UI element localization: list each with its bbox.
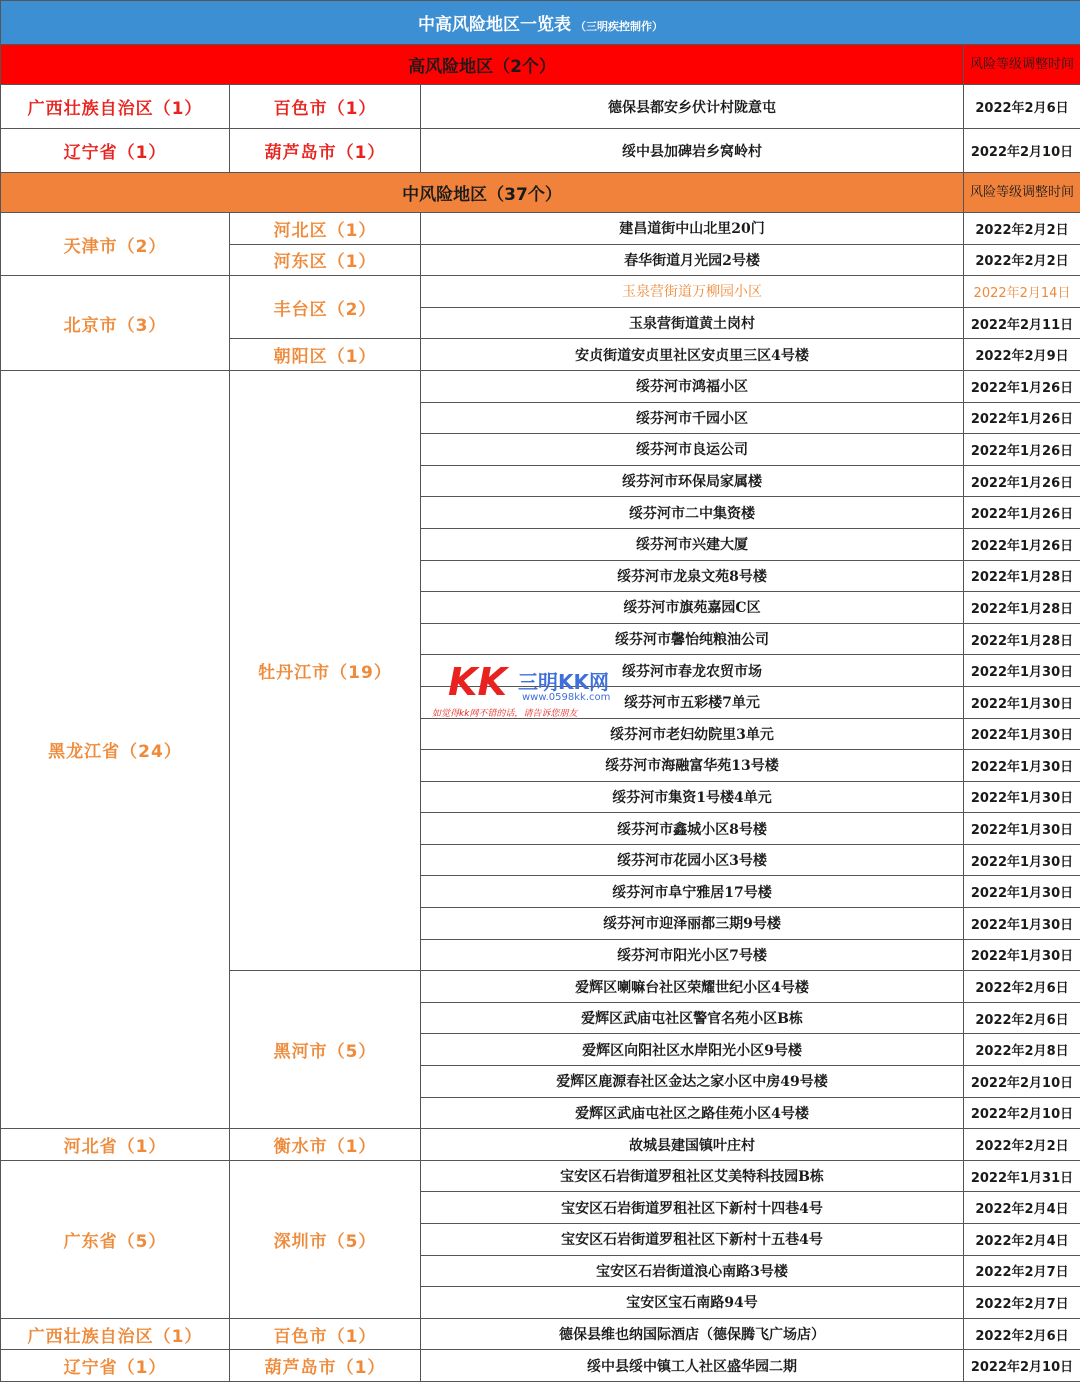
date-cell: 2022年2月10日 xyxy=(964,1097,1080,1129)
date-cell: 2022年2月6日 xyxy=(964,1002,1080,1034)
table-row xyxy=(1,1129,1080,1161)
address-cell: 绥芬河市迎泽丽都三期9号楼 xyxy=(421,908,964,940)
address-cell: 德保县维也纳国际酒店（德保腾飞广场店） xyxy=(421,1318,964,1350)
high-risk-header: 高风险地区（2个） xyxy=(1,45,964,85)
table-row xyxy=(1,213,1080,245)
watermark-tagline: 如觉得kk网不错的话，请告诉您朋友 xyxy=(432,709,578,719)
date-cell: 2022年2月7日 xyxy=(964,1255,1080,1287)
mid-adjust-time-label: 风险等级调整时间 xyxy=(964,173,1080,213)
city-cell: 深圳市（5） xyxy=(230,1160,421,1318)
table-row xyxy=(1,370,1080,402)
high-adjust-time-label: 风险等级调整时间 xyxy=(964,45,1080,85)
date-cell: 2022年1月28日 xyxy=(964,592,1080,624)
address-cell: 宝安区石岩街道浪心南路3号楼 xyxy=(421,1255,964,1287)
date-cell: 2022年1月30日 xyxy=(964,908,1080,940)
province-cell: 广西壮族自治区（1） xyxy=(1,85,230,129)
address-cell: 安贞街道安贞里社区安贞里三区4号楼 xyxy=(421,339,964,371)
address-cell: 宝安区石岩街道罗租社区下新村十四巷4号 xyxy=(421,1192,964,1224)
address-cell: 绥芬河市老妇幼院里3单元 xyxy=(421,718,964,750)
address-cell: 绥芬河市海融富华苑13号楼 xyxy=(421,750,964,782)
address-cell: 绥芬河市龙泉文苑8号楼 xyxy=(421,560,964,592)
date-cell: 2022年1月30日 xyxy=(964,939,1080,971)
address-cell: 绥芬河市二中集资楼 xyxy=(421,497,964,529)
city-cell: 牡丹江市（19） xyxy=(230,370,421,970)
address-cell: 绥芬河市鸿福小区 xyxy=(421,370,964,402)
address-cell: 宝安区石岩街道罗租社区艾美特科技园B栋 xyxy=(421,1160,964,1192)
date-cell: 2022年1月30日 xyxy=(964,686,1080,718)
title-main: 中高风险地区一览表 xyxy=(418,15,571,35)
date-cell: 2022年2月2日 xyxy=(964,213,1080,245)
title-row xyxy=(1,1,1080,45)
date-cell: 2022年2月10日 xyxy=(964,1066,1080,1098)
city-cell: 百色市（1） xyxy=(230,85,421,129)
address-cell: 绥芬河市阜宁雅居17号楼 xyxy=(421,876,964,908)
date-cell: 2022年2月14日 xyxy=(964,276,1080,308)
city-cell: 衡水市（1） xyxy=(230,1129,421,1161)
date-cell: 2022年1月30日 xyxy=(964,655,1080,687)
title-note: （三明疾控制作） xyxy=(575,20,663,33)
date-cell: 2022年2月4日 xyxy=(964,1192,1080,1224)
table-row xyxy=(1,276,1080,308)
address-cell: 绥中县绥中镇工人社区盛华园二期 xyxy=(421,1350,964,1382)
address-cell: 玉泉营街道黄土岗村 xyxy=(421,307,964,339)
watermark-brand: 三明KK网 xyxy=(518,670,609,694)
date-cell: 2022年1月30日 xyxy=(964,876,1080,908)
address-cell: 德保县都安乡伏计村陇意屯 xyxy=(421,85,964,129)
date-cell: 2022年2月11日 xyxy=(964,307,1080,339)
address-cell: 宝安区石岩街道罗租社区下新村十五巷4号 xyxy=(421,1224,964,1256)
date-cell: 2022年1月28日 xyxy=(964,623,1080,655)
address-cell: 建昌道街中山北里20门 xyxy=(421,213,964,245)
province-cell: 辽宁省（1） xyxy=(1,1350,230,1382)
table-row xyxy=(1,1318,1080,1350)
date-cell: 2022年2月9日 xyxy=(964,339,1080,371)
table-row xyxy=(1,1350,1080,1382)
province-cell: 河北省（1） xyxy=(1,1129,230,1161)
address-cell: 爱辉区向阳社区水岸阳光小区9号楼 xyxy=(421,1034,964,1066)
date-cell: 2022年2月6日 xyxy=(964,85,1080,129)
address-cell: 春华街道月光园2号楼 xyxy=(421,244,964,276)
address-cell: 爱辉区武庙屯社区之路佳苑小区4号楼 xyxy=(421,1097,964,1129)
high-risk-header-row xyxy=(1,45,1080,85)
province-cell: 北京市（3） xyxy=(1,276,230,371)
date-cell: 2022年2月7日 xyxy=(964,1287,1080,1319)
city-cell: 河北区（1） xyxy=(230,213,421,245)
city-cell: 百色市（1） xyxy=(230,1318,421,1350)
date-cell: 2022年1月26日 xyxy=(964,465,1080,497)
address-cell: 故城县建国镇叶庄村 xyxy=(421,1129,964,1161)
province-cell: 广东省（5） xyxy=(1,1160,230,1318)
city-cell: 朝阳区（1） xyxy=(230,339,421,371)
date-cell: 2022年1月26日 xyxy=(964,370,1080,402)
address-cell: 绥芬河市五彩楼7单元 xyxy=(421,686,964,718)
address-cell: 绥芬河市千园小区 xyxy=(421,402,964,434)
table-row xyxy=(1,1160,1080,1192)
province-cell: 黑龙江省（24） xyxy=(1,370,230,1128)
address-cell: 绥芬河市鑫城小区8号楼 xyxy=(421,813,964,845)
address-cell: 绥芬河市旗苑嘉园C区 xyxy=(421,592,964,624)
date-cell: 2022年2月4日 xyxy=(964,1224,1080,1256)
address-cell: 爱辉区武庙屯社区警官名苑小区B栋 xyxy=(421,1002,964,1034)
date-cell: 2022年2月6日 xyxy=(964,971,1080,1003)
date-cell: 2022年2月10日 xyxy=(964,129,1080,173)
date-cell: 2022年1月30日 xyxy=(964,844,1080,876)
city-cell: 河东区（1） xyxy=(230,244,421,276)
address-cell: 绥芬河市花园小区3号楼 xyxy=(421,844,964,876)
address-cell: 绥芬河市春龙农贸市场 xyxy=(421,655,964,687)
address-cell: 绥芬河市阳光小区7号楼 xyxy=(421,939,964,971)
date-cell: 2022年1月30日 xyxy=(964,718,1080,750)
province-cell: 广西壮族自治区（1） xyxy=(1,1318,230,1350)
table-row xyxy=(1,85,1080,129)
mid-risk-header-row xyxy=(1,173,1080,213)
address-cell: 爱辉区鹿源春社区金达之家小区中房49号楼 xyxy=(421,1066,964,1098)
address-cell: 绥芬河市集资1号楼4单元 xyxy=(421,781,964,813)
city-cell: 葫芦岛市（1） xyxy=(230,1350,421,1382)
date-cell: 2022年2月2日 xyxy=(964,244,1080,276)
date-cell: 2022年1月26日 xyxy=(964,402,1080,434)
date-cell: 2022年1月30日 xyxy=(964,781,1080,813)
address-cell: 绥芬河市良运公司 xyxy=(421,434,964,466)
province-cell: 天津市（2） xyxy=(1,213,230,276)
watermark-logo: KK xyxy=(448,660,507,704)
date-cell: 2022年2月10日 xyxy=(964,1350,1080,1382)
date-cell: 2022年1月30日 xyxy=(964,813,1080,845)
date-cell: 2022年1月28日 xyxy=(964,560,1080,592)
page-title xyxy=(1,1,1080,45)
address-cell: 宝安区宝石南路94号 xyxy=(421,1287,964,1319)
date-cell: 2022年2月8日 xyxy=(964,1034,1080,1066)
city-cell: 黑河市（5） xyxy=(230,971,421,1129)
city-cell: 丰台区（2） xyxy=(230,276,421,339)
date-cell: 2022年1月31日 xyxy=(964,1160,1080,1192)
watermark-url: www.0598kk.com xyxy=(522,692,611,703)
address-cell: 爱辉区喇嘛台社区荣耀世纪小区4号楼 xyxy=(421,971,964,1003)
date-cell: 2022年1月30日 xyxy=(964,750,1080,782)
address-cell: 绥芬河市兴建大厦 xyxy=(421,528,964,560)
date-cell: 2022年1月26日 xyxy=(964,497,1080,529)
address-cell: 玉泉营街道万柳园小区 xyxy=(421,276,964,308)
province-cell: 辽宁省（1） xyxy=(1,129,230,173)
date-cell: 2022年1月26日 xyxy=(964,528,1080,560)
mid-risk-header: 中风险地区（37个） xyxy=(1,173,964,213)
date-cell: 2022年2月2日 xyxy=(964,1129,1080,1161)
city-cell: 葫芦岛市（1） xyxy=(230,129,421,173)
address-cell: 绥中县加碑岩乡窝岭村 xyxy=(421,129,964,173)
address-cell: 绥芬河市馨怡纯粮油公司 xyxy=(421,623,964,655)
address-cell: 绥芬河市环保局家属楼 xyxy=(421,465,964,497)
date-cell: 2022年2月6日 xyxy=(964,1318,1080,1350)
table-row xyxy=(1,129,1080,173)
date-cell: 2022年1月26日 xyxy=(964,434,1080,466)
